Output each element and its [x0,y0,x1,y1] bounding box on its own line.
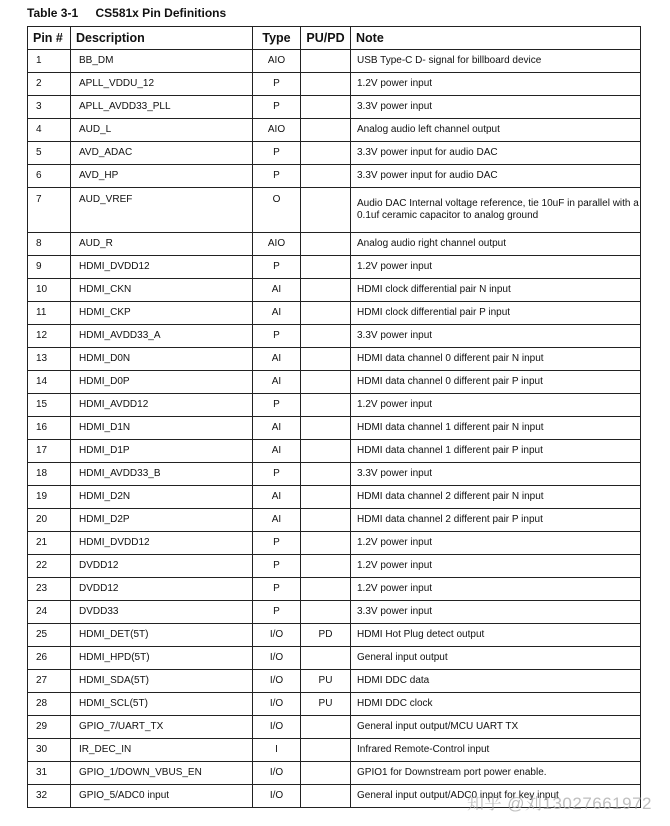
pin-number-cell: 23 [28,578,71,601]
type-cell: AI [253,371,301,394]
description-cell: AUD_L [71,119,253,142]
description-cell: HDMI_D2P [71,509,253,532]
pin-number-cell: 32 [28,785,71,808]
pupd-cell [301,440,351,463]
type-cell: I/O [253,762,301,785]
description-cell: HDMI_AVDD33_A [71,325,253,348]
type-cell: AI [253,302,301,325]
note-cell: HDMI data channel 2 different pair N input [351,486,641,509]
pin-number-cell: 25 [28,624,71,647]
type-cell: P [253,555,301,578]
description-cell: HDMI_D0P [71,371,253,394]
type-cell: AI [253,509,301,532]
description-cell: HDMI_DVDD12 [71,256,253,279]
pin-number-cell: 1 [28,50,71,73]
table-row [28,440,641,463]
pin-number-cell: 17 [28,440,71,463]
header-type: Type [253,27,301,50]
type-cell: AIO [253,233,301,256]
description-cell: AVD_HP [71,165,253,188]
type-cell: P [253,394,301,417]
type-cell: P [253,256,301,279]
pupd-cell [301,486,351,509]
pin-number-cell: 20 [28,509,71,532]
note-cell: HDMI data channel 1 different pair P input [351,440,641,463]
note-cell: 1.2V power input [351,555,641,578]
type-cell: P [253,165,301,188]
pin-number-cell: 28 [28,693,71,716]
description-cell: HDMI_CKN [71,279,253,302]
description-cell: HDMI_AVDD33_B [71,463,253,486]
pupd-cell [301,509,351,532]
table-row [28,486,641,509]
table-row [28,233,641,256]
pupd-cell [301,739,351,762]
description-cell: HDMI_AVDD12 [71,394,253,417]
description-cell: APLL_AVDD33_PLL [71,96,253,119]
header-pupd: PU/PD [301,27,351,50]
type-cell: P [253,73,301,96]
table-row [28,165,641,188]
table-row [28,693,641,716]
note-cell: HDMI DDC clock [351,693,641,716]
type-cell: I [253,739,301,762]
table-row [28,394,641,417]
pupd-cell [301,578,351,601]
type-cell: I/O [253,647,301,670]
table-row [28,463,641,486]
description-cell: DVDD33 [71,601,253,624]
description-cell: HDMI_D1N [71,417,253,440]
pin-number-cell: 31 [28,762,71,785]
pin-number-cell: 29 [28,716,71,739]
pupd-cell: PU [301,693,351,716]
pupd-cell [301,555,351,578]
note-cell: HDMI DDC data [351,670,641,693]
note-cell: HDMI clock differential pair P input [351,302,641,325]
description-cell: HDMI_HPD(5T) [71,647,253,670]
type-cell: P [253,142,301,165]
table-row [28,279,641,302]
pupd-cell [301,119,351,142]
note-cell: Analog audio right channel output [351,233,641,256]
pin-number-cell: 10 [28,279,71,302]
pin-number-cell: 9 [28,256,71,279]
pupd-cell [301,73,351,96]
table-row [28,624,641,647]
note-cell: General input output [351,647,641,670]
table-row [28,50,641,73]
pin-number-cell: 4 [28,119,71,142]
type-cell: AI [253,348,301,371]
type-cell: I/O [253,670,301,693]
pupd-cell [301,371,351,394]
type-cell: AI [253,417,301,440]
note-cell: 1.2V power input [351,578,641,601]
type-cell: P [253,463,301,486]
table-row [28,647,641,670]
note-cell: 1.2V power input [351,532,641,555]
description-cell: AUD_R [71,233,253,256]
note-cell: HDMI Hot Plug detect output [351,624,641,647]
pin-number-cell: 15 [28,394,71,417]
description-cell: HDMI_D0N [71,348,253,371]
pin-number-cell: 26 [28,647,71,670]
pin-number-cell: 12 [28,325,71,348]
pin-number-cell: 6 [28,165,71,188]
pupd-cell [301,601,351,624]
type-cell: P [253,96,301,119]
table-row [28,509,641,532]
pin-definitions-table [27,26,641,808]
description-cell: DVDD12 [71,555,253,578]
pin-number-cell: 13 [28,348,71,371]
note-cell: General input output/MCU UART TX [351,716,641,739]
note-cell: HDMI data channel 0 different pair P input [351,371,641,394]
description-cell: HDMI_CKP [71,302,253,325]
description-cell: APLL_VDDU_12 [71,73,253,96]
table-row [28,601,641,624]
pupd-cell [301,279,351,302]
pin-number-cell: 8 [28,233,71,256]
pin-number-cell: 21 [28,532,71,555]
pin-number-cell: 7 [28,188,71,233]
type-cell: I/O [253,716,301,739]
header-note: Note [351,27,641,50]
table-row [28,716,641,739]
type-cell: P [253,578,301,601]
description-cell: GPIO_7/UART_TX [71,716,253,739]
table-row [28,325,641,348]
table-row [28,73,641,96]
pin-number-cell: 27 [28,670,71,693]
type-cell: AIO [253,50,301,73]
pin-number-cell: 22 [28,555,71,578]
pupd-cell [301,394,351,417]
pupd-cell [301,165,351,188]
type-cell: AI [253,486,301,509]
table-row [28,142,641,165]
description-cell: GPIO_1/DOWN_VBUS_EN [71,762,253,785]
pupd-cell [301,50,351,73]
pin-number-cell: 24 [28,601,71,624]
note-cell: HDMI data channel 2 different pair P input [351,509,641,532]
pupd-cell [301,716,351,739]
pin-number-cell: 19 [28,486,71,509]
table-row [28,670,641,693]
table-row [28,188,641,233]
description-cell: HDMI_D1P [71,440,253,463]
note-cell: 3.3V power input for audio DAC [351,142,641,165]
note-cell: Analog audio left channel output [351,119,641,142]
note-cell: 1.2V power input [351,256,641,279]
type-cell: AIO [253,119,301,142]
note-cell: 3.3V power input for audio DAC [351,165,641,188]
pupd-cell: PU [301,670,351,693]
pin-number-cell: 30 [28,739,71,762]
table-row [28,762,641,785]
note-cell: 3.3V power input [351,325,641,348]
description-cell: DVDD12 [71,578,253,601]
description-cell: GPIO_5/ADC0 input [71,785,253,808]
watermark: 知乎 @刘13027661972 [467,794,652,813]
note-cell: 3.3V power input [351,463,641,486]
type-cell: P [253,601,301,624]
table-caption-number: Table 3-1 [27,6,79,20]
table-row [28,96,641,119]
header-pin: Pin # [28,27,71,50]
table-caption-title: CS581x Pin Definitions [95,6,227,20]
pupd-cell: PD [301,624,351,647]
type-cell: O [253,188,301,233]
table-header-row [28,27,641,50]
type-cell: AI [253,279,301,302]
pupd-cell [301,188,351,233]
header-description: Description [71,27,253,50]
pupd-cell [301,417,351,440]
pupd-cell [301,785,351,808]
description-cell: IR_DEC_IN [71,739,253,762]
description-cell: BB_DM [71,50,253,73]
description-cell: HDMI_SDA(5T) [71,670,253,693]
type-cell: P [253,325,301,348]
pin-number-cell: 3 [28,96,71,119]
table-row [28,119,641,142]
note-cell: Audio DAC Internal voltage reference, tie 10uF in parallel with a 0.1uf ceramic capacitor to analog ground [351,188,641,233]
pin-number-cell: 14 [28,371,71,394]
table-row [28,302,641,325]
pin-number-cell: 18 [28,463,71,486]
pupd-cell [301,463,351,486]
note-cell: HDMI clock differential pair N input [351,279,641,302]
type-cell: AI [253,440,301,463]
pupd-cell [301,325,351,348]
description-cell: HDMI_D2N [71,486,253,509]
pin-number-cell: 2 [28,73,71,96]
pupd-cell [301,532,351,555]
note-cell: HDMI data channel 0 different pair N input [351,348,641,371]
type-cell: P [253,532,301,555]
note-cell: HDMI data channel 1 different pair N input [351,417,641,440]
note-cell: GPIO1 for Downstream port power enable. [351,762,641,785]
pin-number-cell: 16 [28,417,71,440]
note-cell: 3.3V power input [351,96,641,119]
pupd-cell [301,348,351,371]
table-caption [27,6,226,20]
description-cell: HDMI_DET(5T) [71,624,253,647]
note-cell: General input output/ADC0 input for key input [351,785,641,808]
table-row [28,578,641,601]
pupd-cell [301,233,351,256]
type-cell: I/O [253,785,301,808]
description-cell: AUD_VREF [71,188,253,233]
pupd-cell [301,762,351,785]
table-row [28,532,641,555]
pupd-cell [301,302,351,325]
pupd-cell [301,96,351,119]
table-row [28,371,641,394]
table-row [28,417,641,440]
note-cell: 1.2V power input [351,73,641,96]
table-row [28,256,641,279]
note-cell: Infrared Remote-Control input [351,739,641,762]
table-row [28,739,641,762]
table-row [28,348,641,371]
pupd-cell [301,256,351,279]
description-cell: HDMI_DVDD12 [71,532,253,555]
pin-number-cell: 5 [28,142,71,165]
table-body [28,50,641,808]
pupd-cell [301,142,351,165]
note-cell: 3.3V power input [351,601,641,624]
type-cell: I/O [253,624,301,647]
table-row [28,555,641,578]
pupd-cell [301,647,351,670]
type-cell: I/O [253,693,301,716]
note-cell: USB Type-C D- signal for billboard device [351,50,641,73]
pin-number-cell: 11 [28,302,71,325]
description-cell: HDMI_SCL(5T) [71,693,253,716]
description-cell: AVD_ADAC [71,142,253,165]
note-cell: 1.2V power input [351,394,641,417]
